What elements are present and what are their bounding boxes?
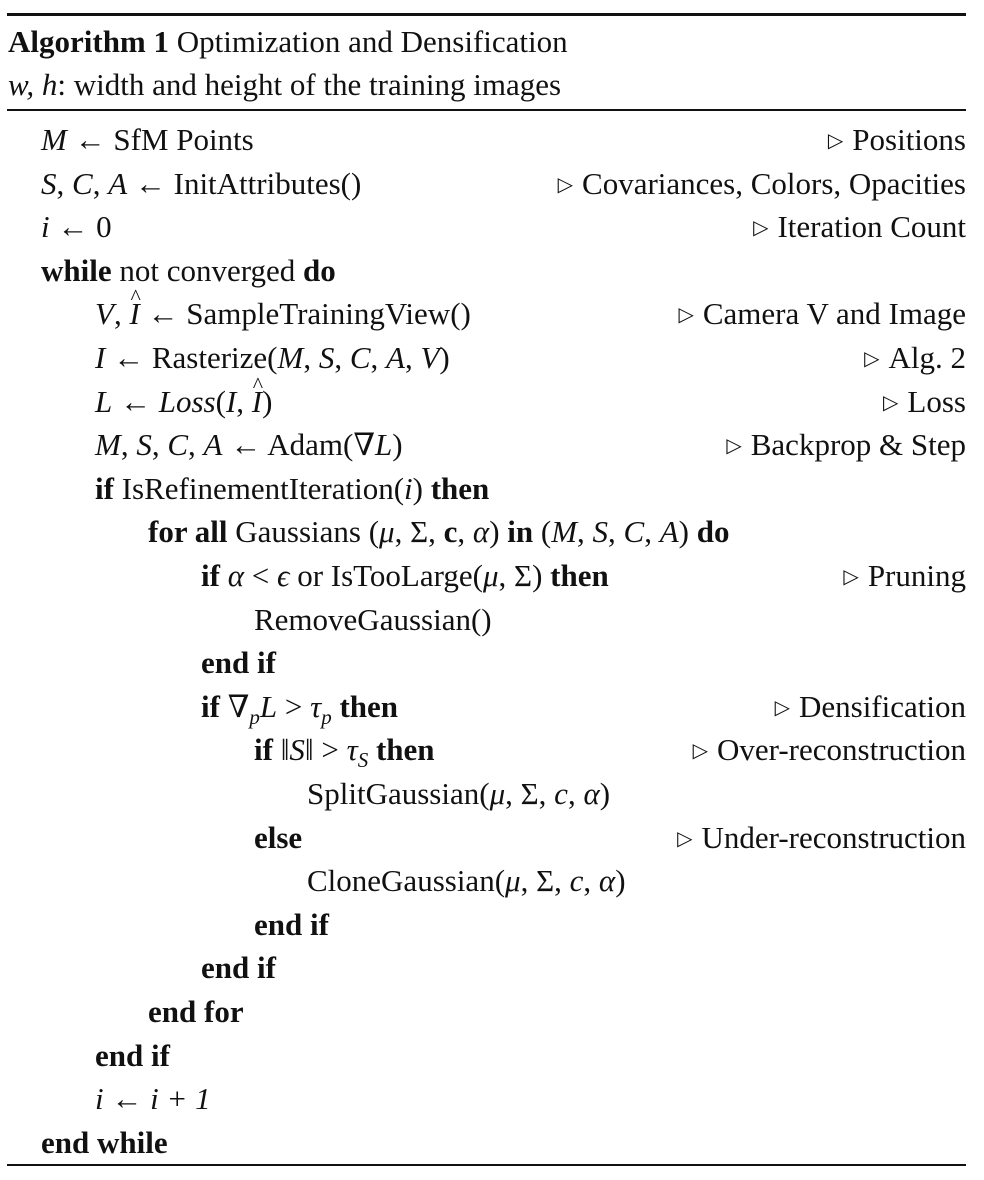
caption-title-line <box>8 20 966 63</box>
line-comment: ▷ Backprop & Step <box>726 427 966 463</box>
line-comment: ▷ Covariances, Colors, Opacities <box>557 165 966 201</box>
comment-triangle-icon: ▷ <box>827 130 844 152</box>
algorithm-line-13: end if <box>201 645 276 681</box>
algorithm-line-21: end for <box>148 994 244 1029</box>
comment-triangle-icon: ▷ <box>864 348 880 370</box>
comment-triangle-icon: ▷ <box>883 391 899 414</box>
algorithm-title: Optimization and Densification <box>176 24 568 59</box>
comment-triangle-icon: ▷ <box>843 566 859 588</box>
caption-subtitle-line <box>8 63 966 106</box>
algorithm-line-16: SplitGaussian(μ, Σ, c, α) <box>307 776 611 811</box>
algorithm-line-11: if α < ϵ or IsTooLarge(μ, Σ) then ▷ Pruning <box>0 554 966 598</box>
algorithm-line-15: if ‖S‖ > $\tau_S$ then ▷ Over-reconstruction <box>0 728 966 772</box>
algorithm-line-19: end if <box>254 906 329 942</box>
line-comment: ▷ Pruning <box>843 558 966 593</box>
line-comment: ▷ Under-reconstruction <box>677 819 966 855</box>
algorithm-line-2: S, C, A ← InitAttributes() ▷ Covariances, Colors, Opacities <box>0 162 966 206</box>
line-comment: ▷ Alg. 2 <box>864 340 966 375</box>
comment-triangle-icon: ▷ <box>774 696 790 719</box>
line-comment: ▷ Densification <box>774 688 966 724</box>
comment-triangle-icon: ▷ <box>726 435 742 458</box>
algorithm-caption <box>8 20 966 106</box>
algorithm-line-5: V, ^ I ← SampleTrainingView() ▷ Camera V and Image <box>0 292 966 336</box>
algorithm-line-12: RemoveGaussian() <box>254 601 492 637</box>
algorithm-line-7: L ← Loss(I, ^ I) ▷ Loss <box>0 380 966 424</box>
line-comment: ▷ Loss <box>883 383 966 419</box>
algorithm-line-4: while not converged do <box>41 252 336 288</box>
algorithm-line-22: end if <box>95 1037 170 1073</box>
caption-rule <box>7 109 966 111</box>
algorithm-label: Algorithm 1 <box>8 24 170 59</box>
caption-subtitle-text: : width and height of the training images <box>57 67 562 102</box>
line-comment: ▷ Iteration Count <box>753 209 966 245</box>
bottom-rule <box>7 1164 966 1166</box>
algorithm-line-24: end while <box>41 1124 168 1160</box>
comment-triangle-icon: ▷ <box>557 173 574 196</box>
algorithm-line-9: if IsRefinementIteration(i) then <box>95 470 490 506</box>
caption-vars: w, h <box>8 67 58 102</box>
algorithm-line-10: for all Gaussians (μ, Σ, c, α) in (M, S, C, A) do <box>148 514 730 550</box>
comment-triangle-icon: ▷ <box>692 740 708 763</box>
algorithm-line-3: i ← 0 ▷ Iteration Count <box>0 205 966 249</box>
algorithm-line-14: if $\nabla_pL > \tau_p$ then ▷ Densification <box>0 685 966 729</box>
algorithm-line-23: i ← i + 1 <box>95 1081 211 1117</box>
line-comment: ▷ Camera V and Image <box>678 296 966 332</box>
comment-triangle-icon: ▷ <box>678 304 694 327</box>
comment-triangle-icon: ▷ <box>753 217 769 240</box>
algorithm-line-8: M, S, C, A ← Adam(∇L) ▷ Backprop & Step <box>0 423 966 467</box>
top-rule <box>7 13 966 16</box>
line-comment: ▷ Positions <box>827 122 966 157</box>
algorithm-line-1: M ← SfM Points ▷ Positions <box>0 118 966 162</box>
algorithm-line-20: end if <box>201 950 276 986</box>
line-comment: ▷ Over-reconstruction <box>692 732 966 768</box>
algorithm-line-18: CloneGaussian(μ, Σ, c, α) <box>307 863 626 899</box>
algorithm-line-17: else ▷ Under-reconstruction <box>0 816 966 860</box>
algorithm-line-6: I ← Rasterize(M, S, C, A, V) ▷ Alg. 2 <box>0 336 966 380</box>
comment-triangle-icon: ▷ <box>677 827 693 850</box>
